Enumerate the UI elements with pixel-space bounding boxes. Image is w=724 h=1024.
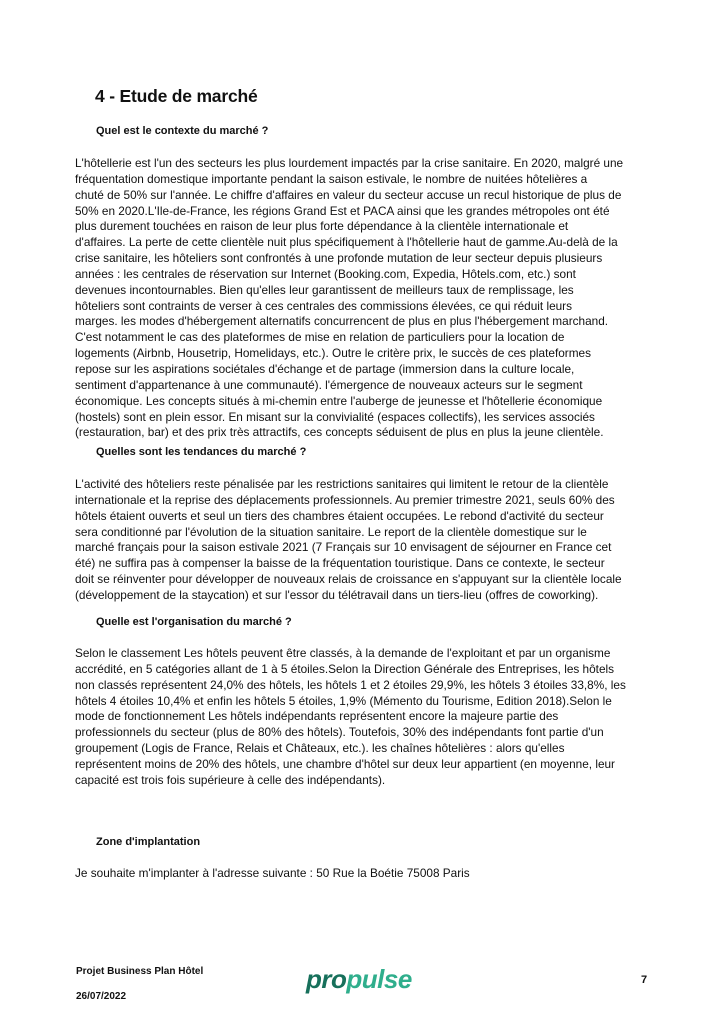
paragraph-line: accrédité, en 5 catégories allant de 1 à 5 étoiles.Selon la Direction Générale des Entreprises, les hôtels (75, 661, 615, 676)
paragraph-line: C'est notamment le cas des plateformes de mise en relation de particuliers pour la location de (75, 330, 565, 345)
zone-address-text: Je souhaite m'implanter à l'adresse suivante : 50 Rue la Boétie 75008 Paris (75, 866, 470, 880)
zone-heading: Zone d'implantation (96, 836, 201, 848)
paragraph-line: plus durement touchées en raison de leur plus forte dépendance à la clientèle internationale et (75, 219, 569, 234)
context-paragraph (75, 156, 660, 441)
paragraph-line: Selon le classement Les hôtels peuvent être classés, à la demande de l'exploitant et par un organisme (75, 646, 611, 660)
paragraph-line: été) ne suffira pas à compenser la baisse de la fréquentation touristique. Dans ce contexte, le secteur (75, 556, 605, 571)
paragraph-line: économique. Les concepts situés à mi-chemin entre l'auberge de jeunesse et l'hôtellerie économique (75, 393, 603, 408)
footer-date: 26/07/2022 (76, 991, 127, 1002)
paragraph-line: logements (Airbnb, Housetrip, Homelidays, etc.). Outre le critère prix, le succès de ces plateformes (75, 346, 591, 361)
paragraph-line: marché français pour la saison estivale 2021 (7 Français sur 10 envisagent de séjourner en France cet (75, 540, 612, 555)
paragraph-line: représentent moins de 20% des hôtels, une chambre d'hôtel sur deux leur appartient (en moyenne, leur (75, 756, 615, 771)
paragraph-line: sera conditionné par l'évolution de la situation sanitaire. Le report de la clientèle domestique sur le (75, 524, 587, 539)
paragraph-line: hôtels étaient ouverts et seul un tiers des chambres étaient occupées. Le rebond d'activité du secteur (75, 508, 604, 523)
paragraph-line: marges. les modes d'hébergement alternatifs concurrencent de plus en plus l'hébergement marchand. (75, 314, 609, 329)
paragraph-line: chuté de 50% sur l'année. Le chiffre d'affaires en valeur du secteur accuse un recul historique de plus de (75, 187, 622, 202)
paragraph-line: internationale et la reprise des déplacements professionnels. Au premier trimestre 2021, seuls 60% des (75, 492, 615, 507)
paragraph-line: 50% en 2020.L'Ile-de-France, les régions Grand Est et PACA ainsi que les grandes métropoles ont été (75, 203, 610, 218)
paragraph-line: L'activité des hôteliers reste pénalisée par les restrictions sanitaires qui limitent le retour de la clientèle (75, 477, 609, 491)
logo-part-pro: pro (306, 964, 347, 994)
paragraph-line: devenues incontournables. Bien qu'elles leur garantissent de meilleurs taux de remplissage, les (75, 282, 574, 297)
paragraph-line: fréquentation domestique importante pendant la saison estivale, le nombre de nuitées hôtelières a (75, 171, 588, 186)
trends-heading: Quelles sont les tendances du marché ? (96, 446, 307, 458)
paragraph-line: non classés représentent 24,0% des hôtels, les hôtels 1 et 2 étoiles 29,9%, les hôtels 3 étoiles 33,8%, les (75, 677, 626, 692)
context-heading: Quel est le contexte du marché ? (96, 125, 269, 137)
paragraph-line: L'hôtellerie est l'un des secteurs les plus lourdement impactés par la crise sanitaire. En 2020, malgré une (75, 156, 624, 170)
trends-paragraph (75, 477, 660, 604)
paragraph-line: sentiment d'appartenance à une communauté). l'émergence de nouveaux acteurs sur le segment (75, 377, 583, 392)
paragraph-line: hôtels 4 étoiles 10,4% et enfin les hôtels 5 étoiles, 1,9% (Mémento du Tourisme, Edition 2018).Selon le (75, 693, 612, 708)
logo-part-pulse: pulse (346, 964, 412, 994)
organisation-heading: Quelle est l'organisation du marché ? (96, 616, 292, 628)
propulse-logo (306, 966, 412, 992)
paragraph-line: professionnels du secteur (plus de 80% des hôtels). Toutefois, 30% des indépendants font partie d'un (75, 725, 604, 740)
footer-project-name: Projet Business Plan Hôtel (76, 966, 204, 977)
paragraph-line: hôteliers sont contraints de verser à ces centrales des commissions élevées, ce qui réduit leurs (75, 298, 573, 313)
paragraph-line: crise sanitaire, les hôteliers sont confrontés à une profonde mutation de leur secteur depuis plusieurs (75, 251, 603, 266)
organisation-paragraph (75, 646, 660, 789)
page-number: 7 (641, 974, 648, 986)
paragraph-line: d'affaires. La perte de cette clientèle nuit plus spécifiquement à l'hôtellerie haut de gamme.Au-delà de la (75, 235, 618, 250)
paragraph-line: mode de fonctionnement Les hôtels indépendants représentent encore la majeure partie des (75, 709, 559, 724)
paragraph-line: groupement (Logis de France, Relais et Châteaux, etc.). les chaînes hôtelières : alors qu'elles (75, 741, 565, 756)
paragraph-line: années : les centrales de réservation sur Internet (Booking.com, Expedia, Hôtels.com, etc.) sont (75, 266, 576, 281)
paragraph-line: (développement de la staycation) et sur l'essor du télétravail dans un tiers-lieu (offres de coworking). (75, 587, 599, 602)
paragraph-line: (hostels) sont en plein essor. En misant sur la convivialité (espaces collectifs), les services associés (75, 409, 595, 424)
section-title: 4 - Etude de marché (95, 86, 258, 106)
paragraph-line: doit se réinventer pour développer de nouveaux relais de croissance en s'appuyant sur la clientèle locale (75, 572, 622, 587)
paragraph-line: repose sur les aspirations sociétales d'échange et de partage (immersion dans la culture locale, (75, 361, 575, 376)
paragraph-line: (restauration, bar) et des prix très attractifs, ces concepts séduisent de plus en plus la jeune clientèle. (75, 425, 604, 440)
paragraph-line: capacité est trois fois supérieure à celle des indépendants). (75, 772, 386, 787)
